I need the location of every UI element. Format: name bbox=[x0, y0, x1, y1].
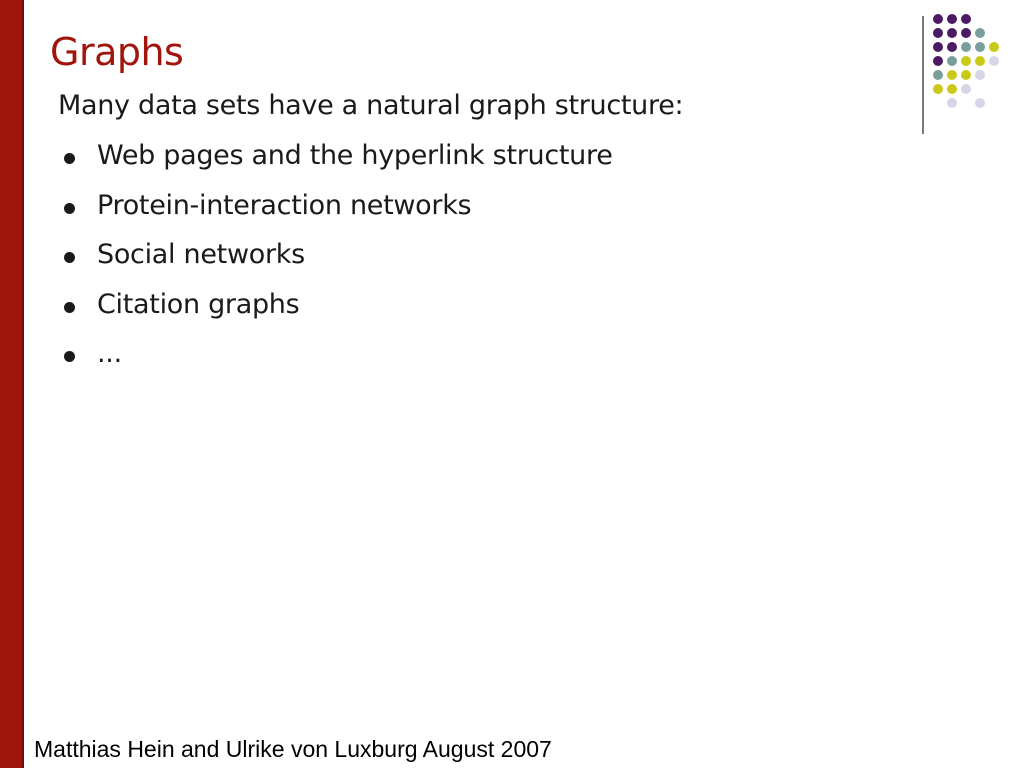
decorative-dot bbox=[961, 28, 971, 38]
decorative-dot bbox=[975, 56, 985, 66]
bullet-icon bbox=[64, 252, 75, 263]
decorative-dot bbox=[933, 84, 943, 94]
left-accent-bar bbox=[0, 0, 24, 768]
bullet-icon bbox=[64, 351, 75, 362]
decorative-dot bbox=[947, 98, 957, 108]
decorative-dot bbox=[947, 56, 957, 66]
decorative-dot bbox=[961, 56, 971, 66]
decorative-dot bbox=[961, 70, 971, 80]
decorative-dot bbox=[933, 14, 943, 24]
decorative-dot bbox=[989, 42, 999, 52]
decorative-dot bbox=[989, 56, 999, 66]
decorative-dot bbox=[975, 42, 985, 52]
decorative-dot bbox=[947, 84, 957, 94]
bullet-text: Protein-interaction networks bbox=[97, 189, 472, 221]
decorative-dot bbox=[947, 70, 957, 80]
footer-author-date: Matthias Hein and Ulrike von Luxburg August 2007 bbox=[34, 736, 552, 762]
bullet-icon bbox=[64, 153, 75, 164]
bullet-text: Social networks bbox=[97, 239, 305, 270]
decorative-dot bbox=[961, 42, 971, 52]
decorative-dot bbox=[975, 28, 985, 38]
decorative-dot bbox=[961, 84, 971, 94]
bullet-text: ... bbox=[97, 338, 122, 369]
decorative-dot bbox=[975, 98, 985, 108]
decorative-dot bbox=[947, 42, 957, 52]
corner-divider bbox=[922, 16, 924, 134]
slide-title: Graphs bbox=[50, 30, 184, 74]
decorative-dot bbox=[975, 70, 985, 80]
bullet-text: Citation graphs bbox=[97, 288, 300, 320]
decorative-dot-grid bbox=[933, 14, 1013, 124]
decorative-dot bbox=[933, 70, 943, 80]
bullet-text: Web pages and the hyperlink structure bbox=[97, 140, 613, 171]
decorative-dot bbox=[961, 14, 971, 24]
decorative-dot bbox=[933, 42, 943, 52]
decorative-dot bbox=[933, 56, 943, 66]
bullet-icon bbox=[64, 302, 75, 313]
decorative-dot bbox=[933, 28, 943, 38]
bullet-icon bbox=[64, 203, 75, 214]
decorative-dot bbox=[947, 14, 957, 24]
decorative-dot bbox=[947, 28, 957, 38]
intro-text: Many data sets have a natural graph structure: bbox=[58, 90, 684, 121]
